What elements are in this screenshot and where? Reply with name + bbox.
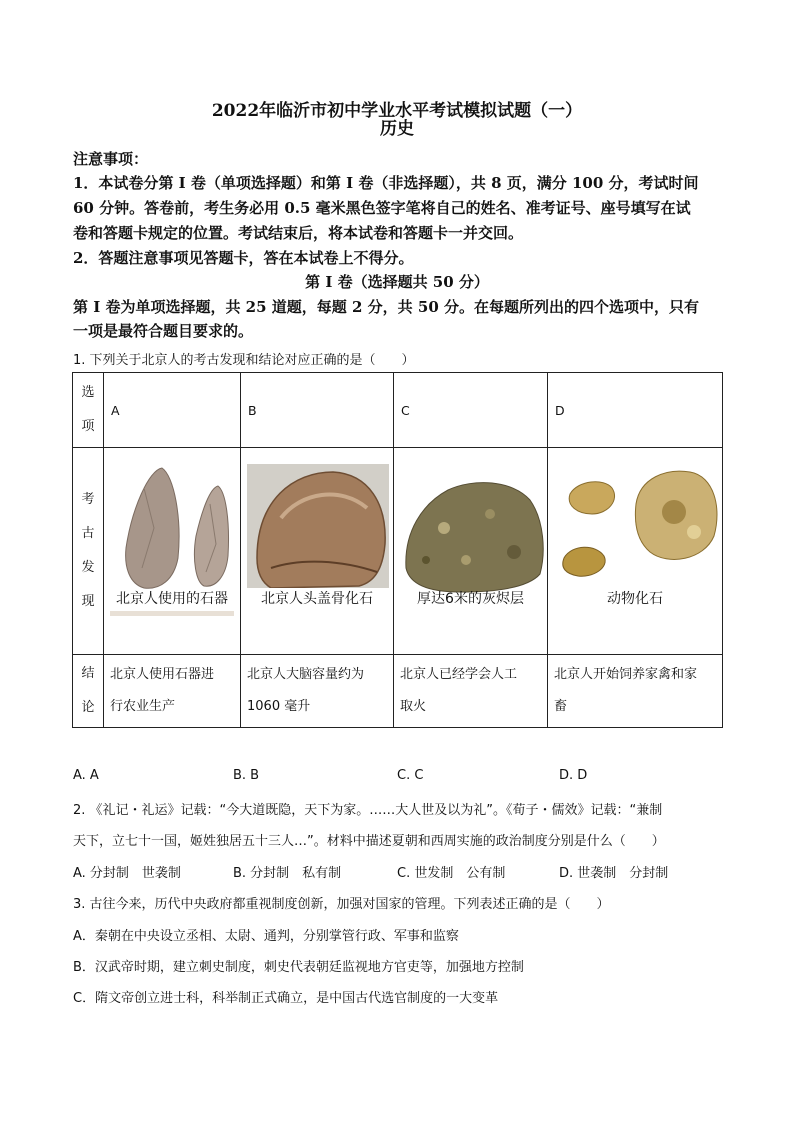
option-row-label: [73, 373, 104, 448]
label-char: 古: [81, 526, 95, 541]
animal-fossil-image: [548, 448, 723, 654]
q2-option-b[interactable]: B. 分封制 私有制: [233, 866, 342, 881]
option-letter-d: D: [548, 373, 723, 448]
discovery-row-label: [73, 448, 104, 655]
caption-a: 北京人使用的石器: [116, 591, 228, 607]
exam-title: 2022年临沂市初中学业水平考试模拟试题（一）: [211, 101, 583, 121]
q2-option-d[interactable]: D. 世袭制 分封制: [559, 866, 669, 881]
option-letter-a: A: [104, 373, 241, 448]
ash-layer-image: [394, 448, 548, 654]
q1-stem: 1. 下列关于北京人的考古发现和结论对应正确的是（ ）: [73, 353, 415, 368]
notice-item1-line3: 卷和答题卡规定的位置。考试结束后，将本试卷和答题卡一并交回。: [73, 224, 524, 242]
conclusion-row-label: [73, 655, 104, 728]
q1-option-b[interactable]: B. B: [233, 768, 260, 783]
conclusion-d: [548, 655, 723, 728]
discovery-row: [73, 448, 723, 655]
skull-fossil-image: [241, 448, 394, 654]
q1-option-d[interactable]: D. D: [559, 768, 588, 783]
label-char: 选: [81, 385, 95, 400]
notice-item2: 2．答题注意事项见答题卡，答在本试卷上不得分。: [73, 249, 414, 267]
caption-d: 动物化石: [607, 591, 663, 607]
discovery-b: [241, 448, 394, 655]
label-char: 现: [81, 594, 95, 609]
subject-title: 历史: [380, 119, 414, 139]
conclusion-line: 北京人开始饲养家禽和家: [554, 667, 698, 682]
conclusion-b: [241, 655, 394, 728]
q3-option-c[interactable]: C．隋文帝创立进士科，科举制正式确立，是中国古代选官制度的一大变革: [73, 991, 499, 1006]
conclusion-row: [73, 655, 723, 728]
q2-option-c[interactable]: C. 世发制 公有制: [397, 866, 506, 881]
label-char: 考: [81, 492, 95, 507]
caption-b: 北京人头盖骨化石: [261, 591, 373, 607]
conclusion-a: [104, 655, 241, 728]
notice-heading: 注意事项：: [73, 150, 149, 168]
conclusion-c: [394, 655, 548, 728]
conclusion-line: 北京人大脑容量约为: [247, 667, 365, 682]
stone-tools-image: [104, 448, 241, 654]
discovery-a: [104, 448, 241, 655]
label-char: 论: [81, 700, 95, 715]
caption-c: 厚达6米的灰烬层: [417, 591, 524, 607]
q1-table: [72, 372, 723, 728]
discovery-d: [548, 448, 723, 655]
section-desc-line1: 第 I 卷为单项选择题，共 25 道题，每题 2 分，共 50 分。在每题所列出的四个选项中，只有: [73, 298, 699, 316]
q3-option-b[interactable]: B．汉武帝时期，建立刺史制度，刺史代表朝廷监视地方官吏等，加强地方控制: [73, 960, 524, 975]
label-char: 项: [81, 419, 95, 434]
notice-item1-line1: 1．本试卷分第 I 卷（单项选择题）和第 I 卷（非选择题），共 8 页，满分 100 分，考试时间: [73, 174, 699, 192]
section-title: 第 I 卷（选择题共 50 分）: [305, 273, 489, 291]
q2-option-a[interactable]: A. 分封制 世袭制: [73, 866, 181, 881]
q1-option-c[interactable]: C. C: [397, 768, 424, 783]
option-letter-b: B: [241, 373, 394, 448]
label-char: 结: [81, 666, 95, 681]
conclusion-line: 北京人使用石器进: [110, 667, 215, 682]
discovery-c: [394, 448, 548, 655]
section-desc-line2: 一项是最符合题目要求的。: [73, 322, 254, 340]
q2-line2: 天下，立七十一国，姬姓独居五十三人…”。材料中描述夏朝和西周实施的政治制度分别是什么（ ）: [73, 834, 665, 849]
option-letter-c: C: [394, 373, 548, 448]
q1-option-a[interactable]: A. A: [73, 768, 99, 783]
conclusion-line: 畜: [554, 699, 568, 714]
notice-item1-line2: 60 分钟。答卷前，考生务必用 0.5 毫米黑色签字笔将自己的姓名、准考证号、座号填写在试: [73, 199, 691, 217]
q2-line1: 2. 《礼记・礼运》记载：“今大道既隐，天下为家。……大人世及以为礼”。《荀子・儒效》记载：“兼制: [73, 803, 663, 818]
q3-stem: 3. 古往今来，历代中央政府都重视制度创新，加强对国家的管理。下列表述正确的是（ ）: [73, 897, 610, 912]
conclusion-line: 行农业生产: [110, 699, 176, 714]
conclusion-line: 北京人已经学会人工: [400, 667, 518, 682]
conclusion-line: 取火: [400, 699, 427, 714]
q3-option-a[interactable]: A．秦朝在中央设立丞相、太尉、通判，分别掌管行政、军事和监察: [73, 929, 459, 944]
label-char: 发: [81, 560, 95, 575]
option-row: [73, 373, 723, 448]
conclusion-line: 1060 毫升: [247, 699, 311, 714]
caption-underline: [110, 611, 234, 616]
